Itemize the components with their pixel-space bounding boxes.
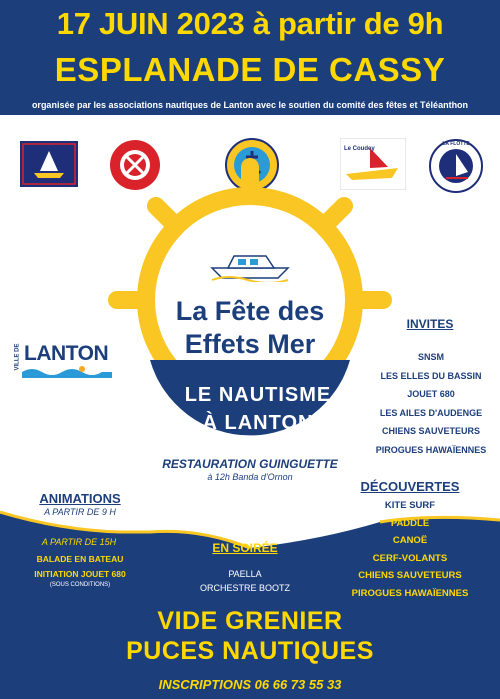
event-date: 17 JUIN 2023 à partir de 9h [56,6,444,41]
soiree-item: ORCHESTRE BOOTZ [199,583,290,593]
subtitle-line-1: LE NAUTISME [184,384,332,406]
puces-nautiques-heading: PUCES NAUTIQUES [126,637,374,665]
invite-item: PIROGUES HAWAÏENNES [375,444,487,455]
event-place: ESPLANADE DE CASSY [54,51,446,88]
decouverte-item: KITE SURF [384,500,436,511]
invite-item: SNSM [417,352,444,362]
la-flotte-label: LA FLOTTE [442,141,470,147]
soiree-title: EN SOIRÉE [212,541,278,555]
decouverte-item: CERF-VOLANTS [372,552,448,564]
invite-item: JOUET 680 [407,389,455,400]
animations-note: (SOUS CONDITIONS) [49,582,111,588]
subtitle-line-2: À LANTON [202,412,314,434]
title-line-1: La Fête des [175,296,325,326]
ville-de-label: VILLE DE [14,343,21,371]
animation-item: BALADE EN BATEAU [36,554,124,564]
invites-title: INVITES [406,317,454,331]
lanton-label: LANTON [24,342,109,365]
animations-time-2: A PARTIR DE 15H [41,537,117,547]
decouverte-item: CANOË [392,535,428,547]
invite-item: LES ELLES DU BASSIN [380,370,482,381]
restauration-subtitle: à 12h Banda d'Ornon [207,472,293,482]
decouverte-item: CHIENS SAUVETEURS [358,570,462,582]
title-line-2: Effets Mer [184,329,316,359]
inscriptions-phone: INSCRIPTIONS 06 66 73 55 33 [158,677,342,692]
le-coudey-label: Le Coudey [344,146,375,152]
organizers-text: organisée par les associations nautiques de Lanton avec le soutien du comité des fêtes et Téléanthon [31,100,469,110]
invite-item: LES AILES D'AUDENGE [379,407,483,418]
animations-time: A PARTIR DE 9 H [44,507,116,517]
invite-item: CHIENS SAUVETEURS [381,426,480,437]
decouverte-item: PADDLE [390,517,430,529]
animation-item: INITIATION JOUET 680 [34,569,126,579]
soiree-item: PAELLA [228,569,262,579]
restauration-title: RESTAURATION GUINGUETTE [162,457,338,471]
animations-title: ANIMATIONS [39,491,121,506]
decouvertes-list [325,497,495,603]
decouverte-item: PIROGUES HAWAÏENNES [351,587,469,599]
vide-grenier-heading: VIDE GRENIER [157,607,343,635]
decouvertes-title: DÉCOUVERTES [360,479,460,494]
